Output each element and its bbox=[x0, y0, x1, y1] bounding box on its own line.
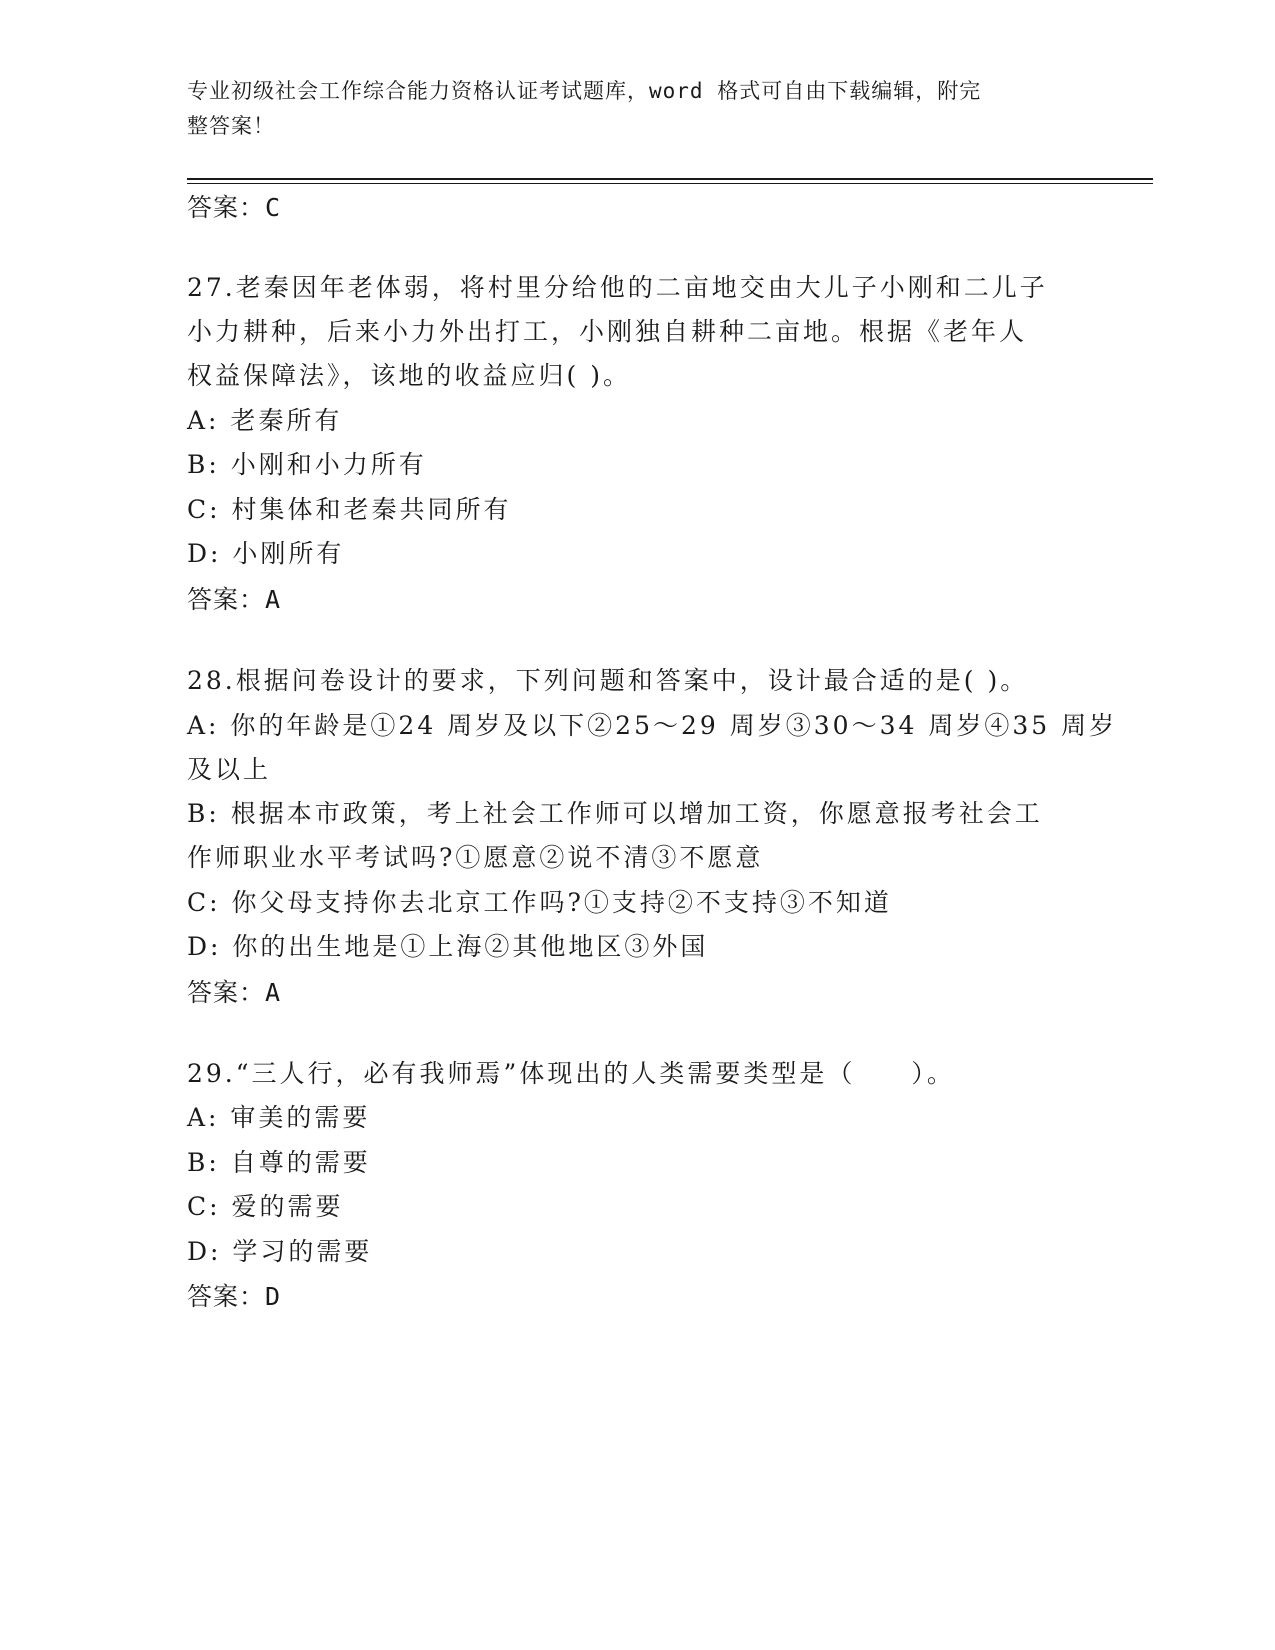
answer-27: 答案：A bbox=[187, 585, 282, 614]
question-27-option-d: D: 小刚所有 bbox=[187, 539, 345, 568]
question-28-option-c: C: 你父母支持你去北京工作吗?①支持②不支持③不知道 bbox=[187, 888, 892, 917]
question-28-option-b-line-2: 作师职业水平考试吗?①愿意②说不清③不愿意 bbox=[187, 843, 764, 872]
header-rule-thin bbox=[187, 183, 1153, 184]
answer-28: 答案：A bbox=[187, 978, 282, 1007]
question-27-option-b: B: 小刚和小力所有 bbox=[187, 450, 427, 479]
question-29-option-c: C: 爱的需要 bbox=[187, 1192, 344, 1221]
question-28-line-1: 28.根据问卷设计的要求，下列问题和答案中，设计最合适的是( )。 bbox=[187, 666, 1029, 695]
question-29-option-b: B: 自尊的需要 bbox=[187, 1148, 371, 1177]
question-28-option-a-line-2: 及以上 bbox=[187, 755, 272, 784]
question-27-line-1: 27.老秦因年老体弱，将村里分给他的二亩地交由大儿子小刚和二儿子 bbox=[187, 273, 1048, 302]
header-rule-thick bbox=[187, 178, 1153, 180]
question-29-option-a: A: 审美的需要 bbox=[187, 1103, 371, 1132]
question-28-option-a-line-1: A: 你的年龄是①24 周岁及以下②25～29 周岁③30～34 周岁④35 周岁 bbox=[187, 711, 1118, 740]
page-header bbox=[187, 74, 1067, 144]
header-line-1: 专业初级社会工作综合能力资格认证考试题库，word 格式可自由下载编辑，附完 bbox=[187, 79, 982, 103]
question-28-option-d: D: 你的出生地是①上海②其他地区③外国 bbox=[187, 932, 709, 961]
question-27-option-a: A: 老秦所有 bbox=[187, 406, 343, 435]
question-27-line-3: 权益保障法》，该地的收益应归( )。 bbox=[187, 361, 631, 390]
answer-26: 答案：C bbox=[187, 193, 282, 222]
answer-29: 答案：D bbox=[187, 1282, 282, 1311]
question-27-option-c: C: 村集体和老秦共同所有 bbox=[187, 495, 512, 524]
header-line-2: 整答案！ bbox=[187, 114, 275, 138]
question-29-option-d: D: 学习的需要 bbox=[187, 1237, 373, 1266]
question-28-option-b-line-1: B: 根据本市政策，考上社会工作师可以增加工资，你愿意报考社会工 bbox=[187, 799, 1043, 828]
question-27-line-2: 小力耕种，后来小力外出打工，小刚独自耕种二亩地。根据《老年人 bbox=[187, 317, 1028, 346]
question-29-line-1: 29.“三人行，必有我师焉”体现出的人类需要类型是（ ）。 bbox=[187, 1059, 955, 1088]
